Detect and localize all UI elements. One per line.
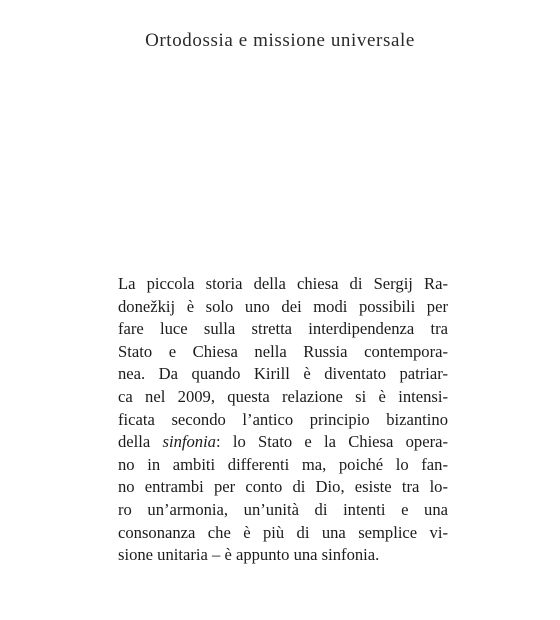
text-line: ca nel 2009, questa relazione si è intensi- [118,386,448,406]
text-line: consonanza che è più di una semplice vi- [118,522,448,542]
text-line: Stato e Chiesa nella Russia contempora- [118,341,448,361]
italic-term: sinfonia [162,432,216,452]
text-fragment: della [118,432,163,452]
text-line: La piccola storia della chiesa di Sergij Ra- [118,274,448,293]
text-line: fare luce sulla stretta interdipendenza tra [118,319,448,339]
text-line: no in ambiti differenti ma, poiché lo fan- [118,454,448,474]
body-paragraph [118,273,448,567]
text-line: ficata secondo l’antico principio bizantino [118,409,448,429]
running-head: Ortodossia e missione universale [145,30,415,51]
text-line-with-italic [118,431,448,454]
text-line: nea. Da quando Kirill è diventato patriar- [118,364,448,384]
text-fragment: : lo Stato e la Chiesa opera- [215,432,448,452]
text-line: no entrambi per conto di Dio, esiste tra lo- [118,477,448,497]
text-line: donežkij è solo uno dei modi possibili per [118,296,448,316]
text-line: sione unitaria – è appunto una sinfonia. [118,545,380,565]
text-line: ro un’armonia, un’unità di intenti e una [118,499,448,519]
